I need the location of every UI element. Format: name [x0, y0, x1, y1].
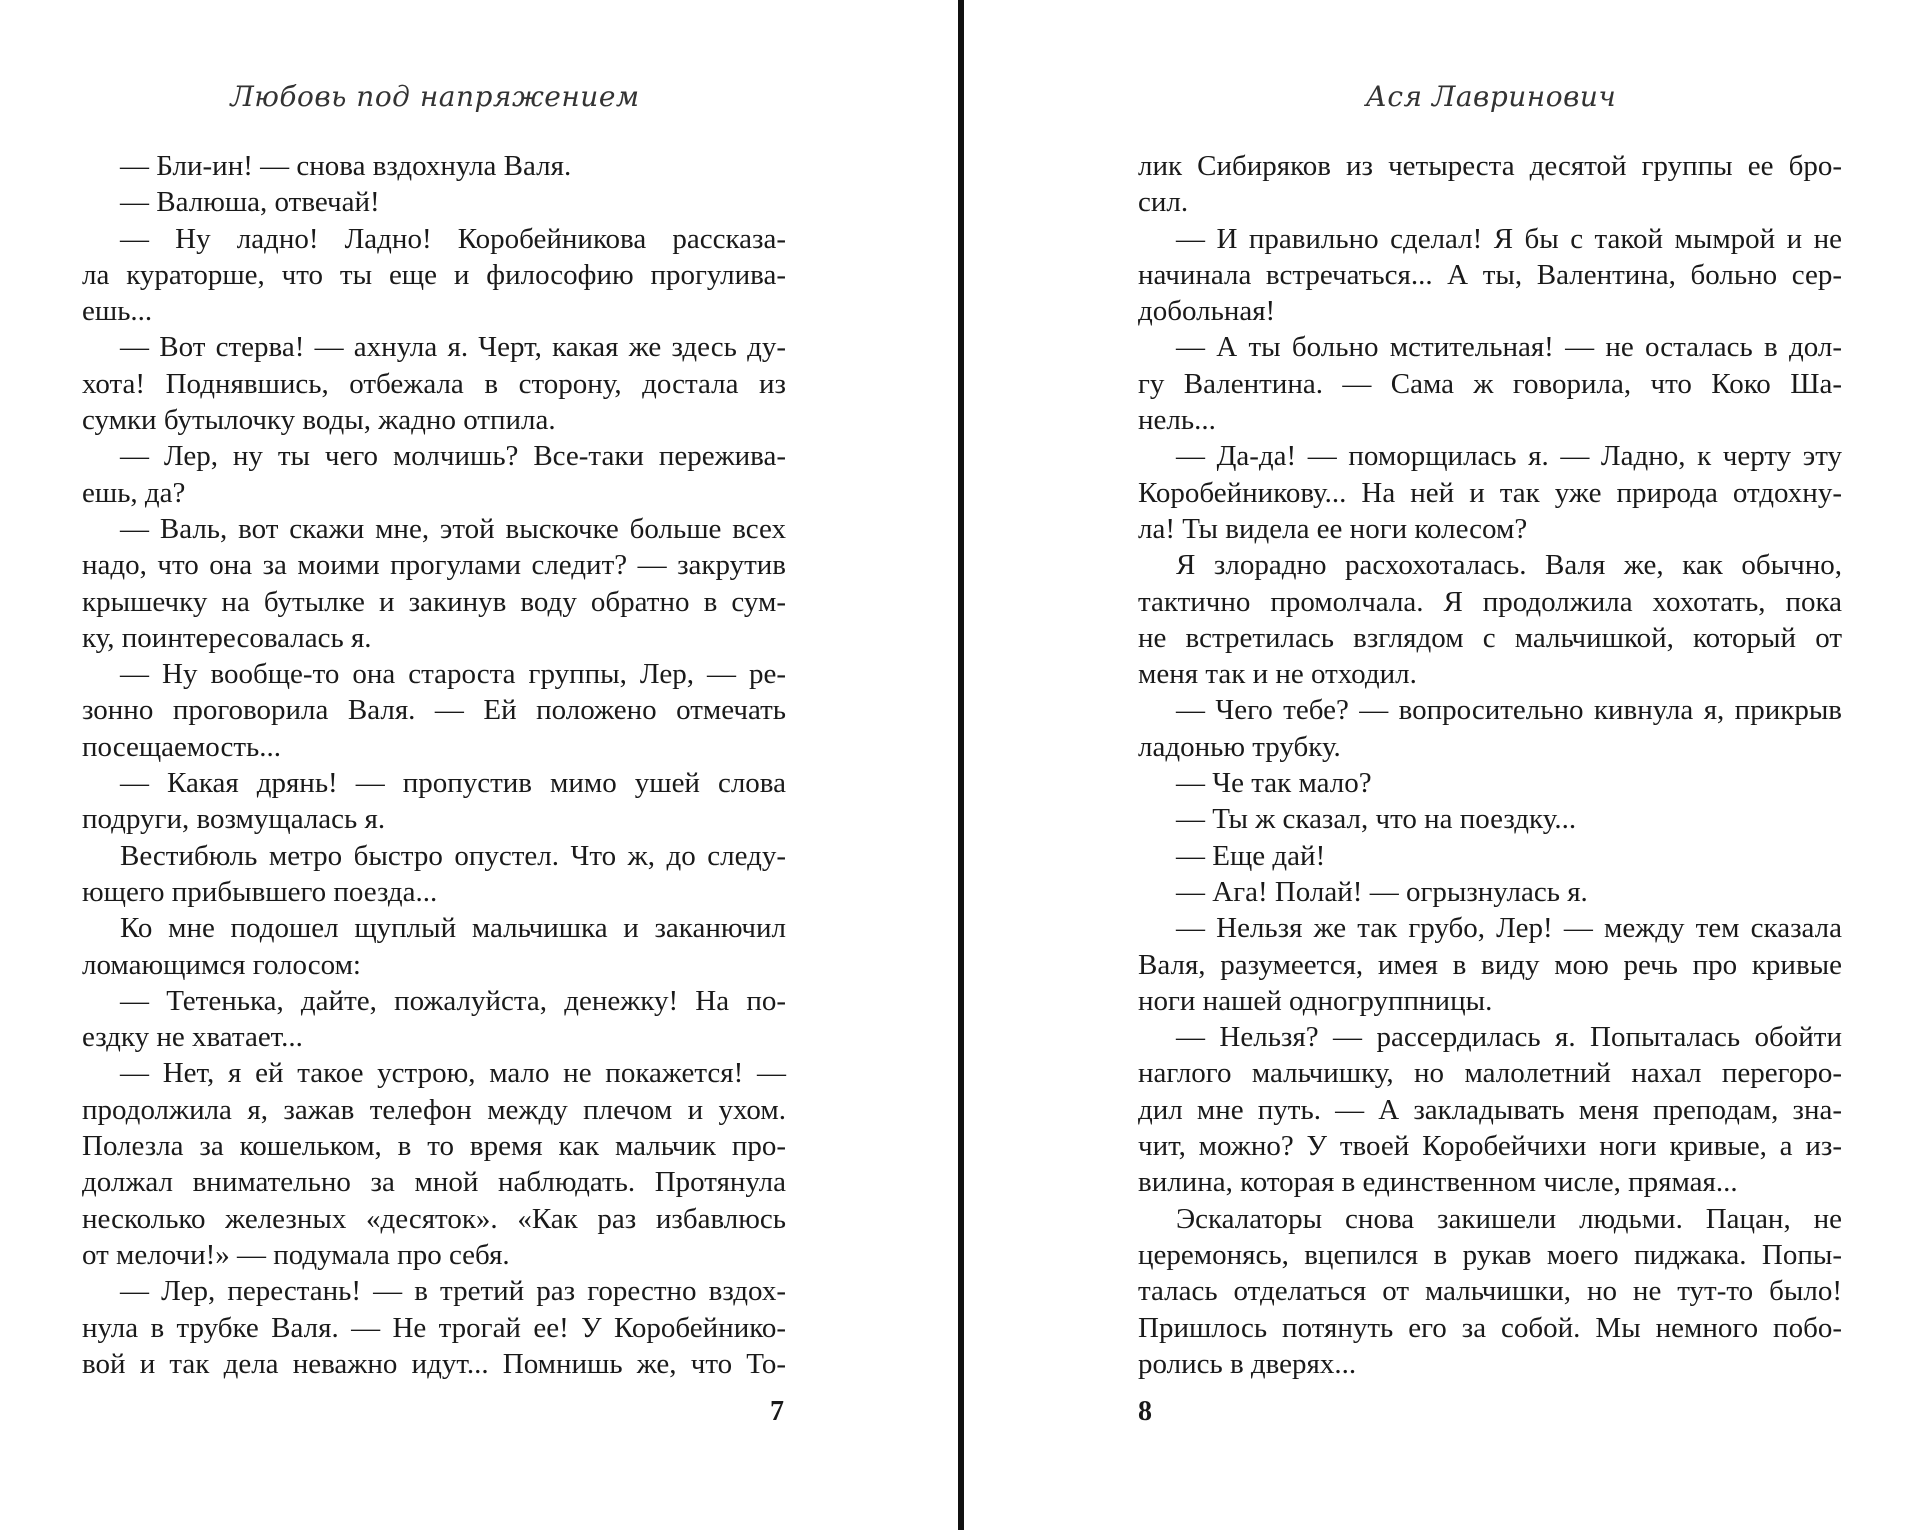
text-line: дил мне путь. — А закладывать меня преподам, зна-: [1138, 1093, 1842, 1126]
text-line: — Да-да! — поморщилась я. — Ладно, к черту эту: [1176, 440, 1842, 473]
text-line: — Нельзя же так грубо, Лер! — между тем сказала: [1176, 912, 1842, 945]
page-number-right: 8: [1138, 1396, 1152, 1427]
text-line: — Бли-ин! — снова вздохнула Валя.: [120, 150, 572, 182]
text-line: — Чего тебе? — вопросительно кивнула я, прикрыв: [1176, 694, 1842, 727]
text-line: — Лер, перестань! — в третий раз горестно вздох-: [120, 1275, 786, 1308]
text-line: несколько железных «десяток». «Как раз избавлюсь: [82, 1202, 786, 1235]
text-line: Валя, разумеется, имея в виду мою речь про кривые: [1138, 948, 1842, 981]
text-line: вой и так дела неважно идут... Помнишь же, что То-: [82, 1347, 786, 1380]
text-line: — Лер, ну ты чего молчишь? Все-таки пережива-: [120, 440, 786, 473]
text-line: ломающимся голосом:: [82, 948, 361, 981]
text-line: — Еще дай!: [1176, 839, 1326, 872]
text-line: от мелочи!» — подумала про себя.: [82, 1238, 510, 1271]
text-line: зонно проговорила Валя. — Ей положено отмечать: [82, 694, 786, 727]
text-line: ешь, да?: [82, 476, 186, 509]
right-page: [966, 0, 1924, 1530]
text-line: посещаемость...: [82, 730, 282, 763]
text-line: Полезла за кошельком, в то время как мальчик про-: [82, 1130, 786, 1163]
text-line: — А ты больно мстительная! — не осталась в дол-: [1176, 331, 1842, 364]
text-line: чит, можно? У твоей Коробейчихи ноги кривые, а из-: [1138, 1130, 1842, 1163]
text-line: — Тетенька, дайте, пожалуйста, денежку! На по-: [120, 984, 786, 1017]
page-number-left: 7: [770, 1396, 784, 1427]
running-head-left: Любовь под напряжением: [230, 80, 640, 113]
text-line: — Ты ж сказал, что на поездку...: [1176, 803, 1577, 836]
text-line: — Че так мало?: [1176, 767, 1372, 800]
left-page-body: [82, 148, 786, 1382]
text-line: продолжила я, зажав телефон между плечом и ухом.: [82, 1093, 786, 1126]
text-line: — Валь, вот скажи мне, этой выскочке больше всех: [120, 512, 786, 545]
text-line: Ко мне подошел щуплый мальчишка и заканючил: [120, 912, 786, 945]
text-line: тактично промолчала. Я продолжила хохотать, пока: [1138, 585, 1842, 618]
text-line: — Ну вообще-то она староста группы, Лер, — ре-: [120, 658, 786, 691]
text-line: начинала встречаться... А ты, Валентина, больно сер-: [1138, 258, 1842, 291]
text-line: гу Валентина. — Сама ж говорила, что Коко Ша-: [1138, 367, 1842, 400]
text-line: должал внимательно за мной наблюдать. Протянула: [82, 1166, 786, 1199]
text-line: Вестибюль метро быстро опустел. Что ж, до следу-: [120, 839, 786, 872]
text-line: Эскалаторы снова закишели людьми. Пацан, не: [1176, 1202, 1842, 1235]
left-page: [0, 0, 960, 1530]
text-line: подруги, возмущалась я.: [82, 803, 386, 836]
text-line: Пришлось потянуть его за собой. Мы немного побо-: [1138, 1311, 1842, 1344]
text-line: нель...: [1138, 404, 1216, 437]
text-line: — Вот стерва! — ахнула я. Черт, какая же здесь ду-: [120, 331, 786, 364]
text-line: талась отделаться от мальчишки, но не тут-то было!: [1138, 1275, 1842, 1308]
text-line: церемонясь, вцепился в рукав моего пиджака. Попы-: [1138, 1238, 1842, 1271]
text-line: Коробейникову... На ней и так уже природа отдохну-: [1138, 476, 1842, 509]
text-line: ездку не хватает...: [82, 1021, 303, 1054]
text-line: — Нельзя? — рассердилась я. Попыталась обойти: [1176, 1021, 1842, 1054]
text-line: добольная!: [1138, 295, 1276, 328]
text-line: — И правильно сделал! Я бы с такой мымрой и не: [1176, 222, 1842, 255]
text-line: ролись в дверях...: [1138, 1347, 1357, 1380]
text-line: ку, поинтересовалась я.: [82, 621, 372, 654]
text-line: ешь...: [82, 295, 153, 328]
text-line: меня так и не отходил.: [1138, 658, 1417, 691]
text-line: вилина, которая в единственном числе, прямая...: [1138, 1166, 1738, 1199]
right-page-body: [1138, 148, 1842, 1382]
text-line: крышечку на бутылке и закинув воду обратно в сум-: [82, 585, 786, 618]
text-line: сил.: [1138, 186, 1189, 219]
book-gutter: [958, 0, 964, 1530]
text-line: ла кураторше, что ты еще и философию прогулива-: [82, 258, 786, 291]
text-line: — Ага! Полай! — огрызнулась я.: [1176, 875, 1588, 908]
text-line: — Нет, я ей такое устрою, мало не покажется! —: [120, 1057, 786, 1090]
text-line: хота! Поднявшись, отбежала в сторону, достала из: [82, 367, 786, 400]
text-line: Я злорадно расхохоталась. Валя же, как обычно,: [1176, 549, 1842, 582]
text-line: не встретилась взглядом с мальчишкой, который от: [1138, 621, 1842, 654]
text-line: — Валюша, отвечай!: [120, 186, 380, 219]
text-line: нула в трубке Валя. — Не трогай ее! У Коробейнико-: [82, 1311, 786, 1344]
text-line: ла! Ты видела ее ноги колесом?: [1138, 512, 1528, 545]
text-line: ноги нашей одногруппницы.: [1138, 984, 1493, 1017]
running-head-right: Ася Лавринович: [1365, 80, 1617, 113]
text-line: лик Сибиряков из четыреста десятой группы ее бро-: [1138, 150, 1842, 182]
text-line: ладонью трубку.: [1138, 730, 1341, 763]
text-line: ющего прибывшего поезда...: [82, 875, 438, 908]
text-line: сумки бутылочку воды, жадно отпила.: [82, 404, 556, 437]
text-line: — Какая дрянь! — пропустив мимо ушей слова: [120, 767, 786, 800]
text-line: надо, что она за моими прогулами следит? — закрутив: [82, 549, 786, 582]
text-line: — Ну ладно! Ладно! Коробейникова рассказа-: [120, 222, 786, 255]
text-line: наглого мальчишку, но малолетний нахал перегоро-: [1138, 1057, 1842, 1090]
